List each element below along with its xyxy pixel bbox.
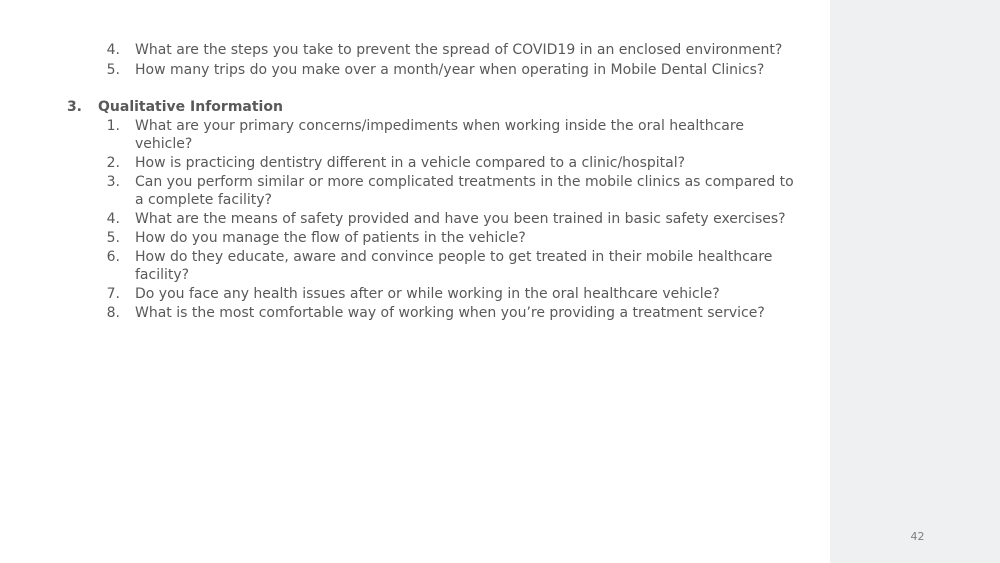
list-item-text: What are the means of safety provided and have you been trained in basic safety exercises?: [135, 211, 786, 227]
list-item-text-continued: vehicle?: [135, 136, 193, 152]
list-item-number: 4.: [106, 211, 120, 227]
list-item-text: What are the steps you take to prevent the spread of COVID19 in an enclosed environment?: [135, 42, 783, 58]
list-item-number: 3.: [106, 174, 120, 190]
list-item-text: How is practicing dentistry different in a vehicle compared to a clinic/hospital?: [135, 155, 686, 171]
list-item-text: What is the most comfortable way of working when you’re providing a treatment service?: [135, 305, 765, 321]
list-item-text: Do you face any health issues after or while working in the oral healthcare vehicle?: [135, 286, 720, 302]
list-item-text: How do they educate, aware and convince people to get treated in their mobile healthcare: [135, 249, 773, 265]
list-item-text: How many trips do you make over a month/year when operating in Mobile Dental Clinics?: [135, 62, 765, 78]
list-item-number: 8.: [106, 305, 120, 321]
list-item-text: How do you manage the flow of patients in the vehicle?: [135, 230, 526, 246]
list-item-text: What are your primary concerns/impediments when working inside the oral healthcare: [135, 118, 744, 134]
list-item-number: 5.: [106, 62, 120, 78]
page-number: 42: [910, 530, 925, 543]
section-number: 3.: [66, 99, 82, 115]
list-item-number: 6.: [106, 249, 120, 265]
list-item-number: 4.: [106, 42, 120, 58]
list-item-number: 7.: [106, 286, 120, 302]
list-item-text-continued: facility?: [135, 267, 190, 283]
list-item-text: Can you perform similar or more complicated treatments in the mobile clinics as compared to: [135, 174, 794, 190]
list-item-number: 5.: [106, 230, 120, 246]
list-item-number: 1.: [106, 118, 120, 134]
list-item-number: 2.: [106, 155, 120, 171]
side-panel: [830, 0, 1000, 563]
section-title: Qualitative Information: [98, 99, 283, 115]
list-item-text-continued: a complete facility?: [135, 192, 272, 208]
